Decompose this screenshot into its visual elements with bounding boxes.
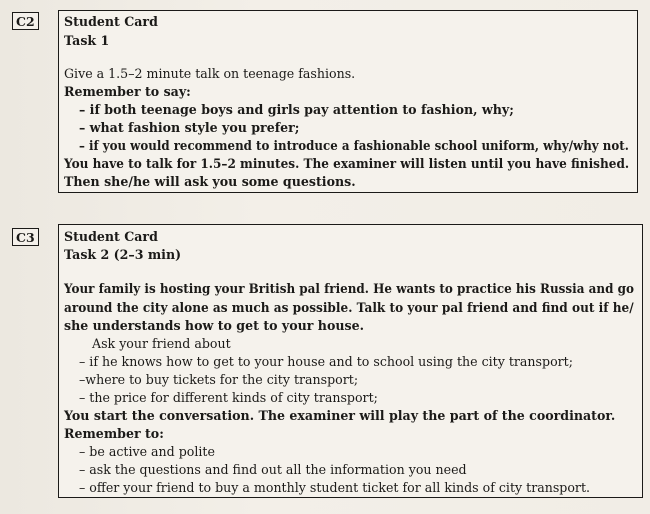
c2-task-title: Task 1 bbox=[64, 33, 110, 48]
c2-footer-2: Then she/he will ask you some questions. bbox=[64, 174, 356, 189]
c2-intro: Give a 1.5–2 minute talk on teenage fashions. bbox=[64, 66, 356, 81]
c3-task-title: Task 2 (2–3 min) bbox=[64, 247, 182, 262]
c3-student-card bbox=[58, 224, 643, 498]
c2-footer-1: You have to talk for 1.5–2 minutes. The examiner will listen until you have finished. bbox=[64, 156, 630, 171]
c3-conversation: You start the conversation. The examiner will play the part of the coordinator. bbox=[64, 408, 616, 423]
c3-remember-point-2: – ask the questions and find out all the information you need bbox=[79, 462, 467, 477]
c2-student-card bbox=[58, 10, 638, 193]
c2-card-title: Student Card bbox=[64, 14, 158, 29]
c3-ask-point-3: – the price for different kinds of city transport; bbox=[79, 390, 378, 405]
c3-ask-point-1: – if he knows how to get to your house and to school using the city transport; bbox=[79, 354, 573, 369]
c3-remember-point-1: – be active and polite bbox=[79, 444, 215, 459]
c2-point-3: – if you would recommend to introduce a fashionable school uniform, why/why not. bbox=[79, 138, 629, 153]
c3-card-title: Student Card bbox=[64, 229, 158, 244]
c3-remember-point-3: – offer your friend to buy a monthly student ticket for all kinds of city transport. bbox=[79, 480, 591, 495]
c3-remember-heading: Remember to: bbox=[64, 426, 164, 441]
c2-point-1: – if both teenage boys and girls pay attention to fashion, why; bbox=[79, 102, 514, 117]
c3-situation-1: Your family is hosting your British pal friend. He wants to practice his Russia and go bbox=[64, 281, 634, 296]
c3-ask-point-2: –where to buy tickets for the city transport; bbox=[79, 372, 359, 387]
c3-situation-3: she understands how to get to your house. bbox=[64, 318, 365, 333]
c3-situation-2: around the city alone as much as possible. Talk to your pal friend and find out if he/ bbox=[64, 300, 634, 315]
c2-label: C2 bbox=[12, 12, 39, 30]
c3-label: C3 bbox=[12, 228, 39, 246]
c2-point-2: – what fashion style you prefer; bbox=[79, 120, 300, 135]
c3-ask-heading: Ask your friend about bbox=[92, 336, 231, 351]
c2-remember-heading: Remember to say: bbox=[64, 84, 191, 99]
